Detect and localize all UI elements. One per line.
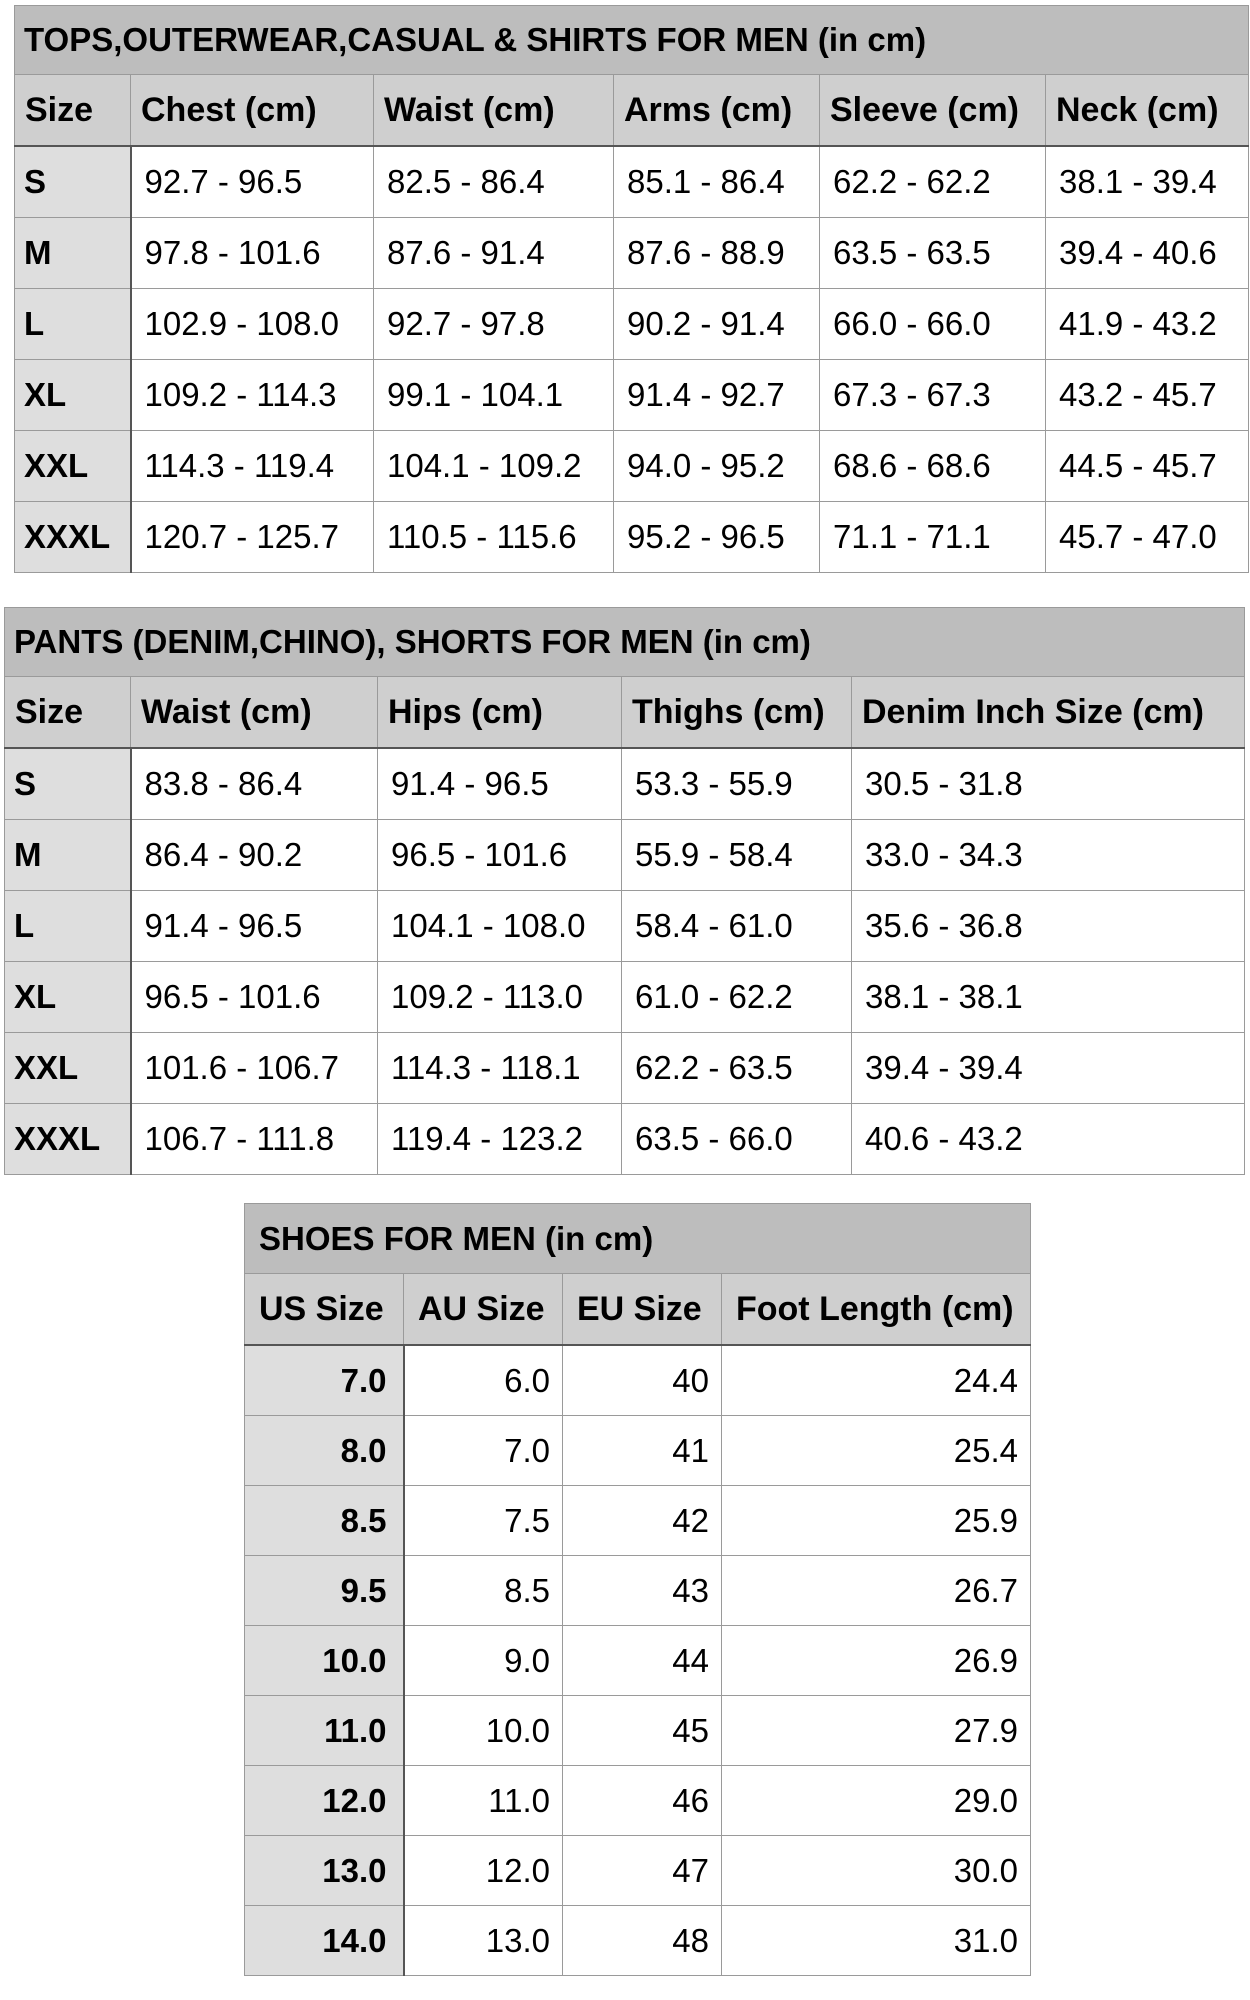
pants-size-cell: XXL: [5, 1033, 131, 1104]
tops-column-header: Chest (cm): [131, 75, 374, 147]
tops-value-cell: 120.7 - 125.7: [131, 502, 374, 573]
tops-column-header: Sleeve (cm): [820, 75, 1046, 147]
shoes-value-cell: 30.0: [722, 1836, 1031, 1906]
pants-column-header: Hips (cm): [378, 677, 622, 749]
shoes-value-cell: 45: [563, 1696, 722, 1766]
shoes-header-row: [245, 1274, 1031, 1346]
tops-value-cell: 114.3 - 119.4: [131, 431, 374, 502]
shoes-size-cell: 9.5: [245, 1556, 404, 1626]
pants-value-cell: 33.0 - 34.3: [852, 820, 1245, 891]
shoes-value-cell: 7.0: [404, 1416, 563, 1486]
tops-table-row: [15, 289, 1249, 360]
pants-value-cell: 86.4 - 90.2: [131, 820, 378, 891]
shoes-column-header: US Size: [245, 1274, 404, 1346]
tops-value-cell: 95.2 - 96.5: [614, 502, 820, 573]
shoes-value-cell: 40: [563, 1345, 722, 1416]
pants-value-cell: 30.5 - 31.8: [852, 748, 1245, 820]
shoes-size-cell: 14.0: [245, 1906, 404, 1976]
tops-size-cell: XXL: [15, 431, 131, 502]
shoes-table-row: [245, 1416, 1031, 1486]
tops-value-cell: 38.1 - 39.4: [1046, 146, 1249, 218]
tops-size-cell: M: [15, 218, 131, 289]
shoes-value-cell: 24.4: [722, 1345, 1031, 1416]
tops-value-cell: 62.2 - 62.2: [820, 146, 1046, 218]
pants-size-cell: L: [5, 891, 131, 962]
tops-value-cell: 45.7 - 47.0: [1046, 502, 1249, 573]
shoes-value-cell: 26.7: [722, 1556, 1031, 1626]
pants-column-header: Thighs (cm): [622, 677, 852, 749]
tops-value-cell: 44.5 - 45.7: [1046, 431, 1249, 502]
shoes-table-row: [245, 1345, 1031, 1416]
tops-column-header: Arms (cm): [614, 75, 820, 147]
tops-size-cell: XXXL: [15, 502, 131, 573]
tops-size-cell: L: [15, 289, 131, 360]
shoes-value-cell: 9.0: [404, 1626, 563, 1696]
shoes-table-row: [245, 1906, 1031, 1976]
pants-value-cell: 119.4 - 123.2: [378, 1104, 622, 1175]
shoes-value-cell: 8.5: [404, 1556, 563, 1626]
pants-table-row: [5, 1033, 1245, 1104]
shoes-size-cell: 10.0: [245, 1626, 404, 1696]
pants-value-cell: 96.5 - 101.6: [378, 820, 622, 891]
tops-value-cell: 92.7 - 97.8: [374, 289, 614, 360]
pants-size-cell: XL: [5, 962, 131, 1033]
pants-header-row: [5, 677, 1245, 749]
pants-value-cell: 53.3 - 55.9: [622, 748, 852, 820]
tops-value-cell: 85.1 - 86.4: [614, 146, 820, 218]
tops-value-cell: 66.0 - 66.0: [820, 289, 1046, 360]
shoes-value-cell: 12.0: [404, 1836, 563, 1906]
shoes-table-row: [245, 1696, 1031, 1766]
pants-size-cell: M: [5, 820, 131, 891]
pants-value-cell: 40.6 - 43.2: [852, 1104, 1245, 1175]
tops-value-cell: 63.5 - 63.5: [820, 218, 1046, 289]
tops-size-table: [14, 5, 1249, 573]
shoes-table-title: SHOES FOR MEN (in cm): [245, 1204, 1031, 1274]
tops-table-row: [15, 360, 1249, 431]
pants-table-title: PANTS (DENIM,CHINO), SHORTS FOR MEN (in cm): [5, 608, 1245, 677]
pants-value-cell: 83.8 - 86.4: [131, 748, 378, 820]
pants-value-cell: 38.1 - 38.1: [852, 962, 1245, 1033]
shoes-table-row: [245, 1556, 1031, 1626]
shoes-size-cell: 8.0: [245, 1416, 404, 1486]
shoes-size-cell: 12.0: [245, 1766, 404, 1836]
tops-value-cell: 67.3 - 67.3: [820, 360, 1046, 431]
shoes-table-row: [245, 1766, 1031, 1836]
pants-value-cell: 91.4 - 96.5: [378, 748, 622, 820]
tops-value-cell: 94.0 - 95.2: [614, 431, 820, 502]
shoes-size-table: [244, 1203, 1031, 1976]
tops-value-cell: 82.5 - 86.4: [374, 146, 614, 218]
tops-table-row: [15, 431, 1249, 502]
tops-table-title: TOPS,OUTERWEAR,CASUAL & SHIRTS FOR MEN (in cm): [15, 6, 1249, 75]
tops-value-cell: 91.4 - 92.7: [614, 360, 820, 431]
pants-value-cell: 61.0 - 62.2: [622, 962, 852, 1033]
pants-value-cell: 104.1 - 108.0: [378, 891, 622, 962]
pants-size-table: [4, 607, 1245, 1175]
tops-value-cell: 41.9 - 43.2: [1046, 289, 1249, 360]
tops-value-cell: 87.6 - 91.4: [374, 218, 614, 289]
shoes-value-cell: 10.0: [404, 1696, 563, 1766]
shoes-value-cell: 41: [563, 1416, 722, 1486]
pants-value-cell: 101.6 - 106.7: [131, 1033, 378, 1104]
pants-table-row: [5, 1104, 1245, 1175]
shoes-value-cell: 47: [563, 1836, 722, 1906]
shoes-value-cell: 11.0: [404, 1766, 563, 1836]
pants-column-header: Denim Inch Size (cm): [852, 677, 1245, 749]
pants-size-cell: S: [5, 748, 131, 820]
tops-value-cell: 104.1 - 109.2: [374, 431, 614, 502]
tops-value-cell: 90.2 - 91.4: [614, 289, 820, 360]
pants-value-cell: 109.2 - 113.0: [378, 962, 622, 1033]
shoes-value-cell: 27.9: [722, 1696, 1031, 1766]
pants-value-cell: 39.4 - 39.4: [852, 1033, 1245, 1104]
pants-value-cell: 106.7 - 111.8: [131, 1104, 378, 1175]
tops-value-cell: 92.7 - 96.5: [131, 146, 374, 218]
tops-header-row: [15, 75, 1249, 147]
pants-size-cell: XXXL: [5, 1104, 131, 1175]
shoes-value-cell: 25.9: [722, 1486, 1031, 1556]
shoes-value-cell: 46: [563, 1766, 722, 1836]
tops-value-cell: 110.5 - 115.6: [374, 502, 614, 573]
shoes-value-cell: 6.0: [404, 1345, 563, 1416]
pants-value-cell: 63.5 - 66.0: [622, 1104, 852, 1175]
pants-value-cell: 62.2 - 63.5: [622, 1033, 852, 1104]
tops-value-cell: 109.2 - 114.3: [131, 360, 374, 431]
shoes-value-cell: 29.0: [722, 1766, 1031, 1836]
pants-column-header: Waist (cm): [131, 677, 378, 749]
tops-table-row: [15, 218, 1249, 289]
shoes-size-cell: 7.0: [245, 1345, 404, 1416]
tops-value-cell: 39.4 - 40.6: [1046, 218, 1249, 289]
shoes-size-cell: 11.0: [245, 1696, 404, 1766]
tops-column-header: Size: [15, 75, 131, 147]
shoes-value-cell: 48: [563, 1906, 722, 1976]
shoes-table-row: [245, 1626, 1031, 1696]
pants-table-row: [5, 962, 1245, 1033]
shoes-size-cell: 8.5: [245, 1486, 404, 1556]
shoes-value-cell: 44: [563, 1626, 722, 1696]
tops-size-cell: S: [15, 146, 131, 218]
shoes-value-cell: 26.9: [722, 1626, 1031, 1696]
shoes-value-cell: 31.0: [722, 1906, 1031, 1976]
pants-table-row: [5, 820, 1245, 891]
shoes-value-cell: 7.5: [404, 1486, 563, 1556]
tops-table-row: [15, 502, 1249, 573]
tops-value-cell: 43.2 - 45.7: [1046, 360, 1249, 431]
pants-column-header: Size: [5, 677, 131, 749]
tops-table-row: [15, 146, 1249, 218]
shoes-size-cell: 13.0: [245, 1836, 404, 1906]
pants-value-cell: 58.4 - 61.0: [622, 891, 852, 962]
shoes-column-header: Foot Length (cm): [722, 1274, 1031, 1346]
tops-value-cell: 68.6 - 68.6: [820, 431, 1046, 502]
shoes-column-header: EU Size: [563, 1274, 722, 1346]
pants-table-row: [5, 748, 1245, 820]
shoes-column-header: AU Size: [404, 1274, 563, 1346]
pants-value-cell: 35.6 - 36.8: [852, 891, 1245, 962]
shoes-value-cell: 42: [563, 1486, 722, 1556]
pants-value-cell: 114.3 - 118.1: [378, 1033, 622, 1104]
tops-value-cell: 99.1 - 104.1: [374, 360, 614, 431]
tops-value-cell: 97.8 - 101.6: [131, 218, 374, 289]
pants-table-row: [5, 891, 1245, 962]
shoes-value-cell: 25.4: [722, 1416, 1031, 1486]
pants-value-cell: 96.5 - 101.6: [131, 962, 378, 1033]
shoes-value-cell: 43: [563, 1556, 722, 1626]
tops-column-header: Neck (cm): [1046, 75, 1249, 147]
pants-value-cell: 55.9 - 58.4: [622, 820, 852, 891]
pants-value-cell: 91.4 - 96.5: [131, 891, 378, 962]
tops-value-cell: 102.9 - 108.0: [131, 289, 374, 360]
shoes-value-cell: 13.0: [404, 1906, 563, 1976]
tops-column-header: Waist (cm): [374, 75, 614, 147]
tops-size-cell: XL: [15, 360, 131, 431]
tops-value-cell: 87.6 - 88.9: [614, 218, 820, 289]
shoes-table-row: [245, 1486, 1031, 1556]
shoes-table-row: [245, 1836, 1031, 1906]
tops-value-cell: 71.1 - 71.1: [820, 502, 1046, 573]
